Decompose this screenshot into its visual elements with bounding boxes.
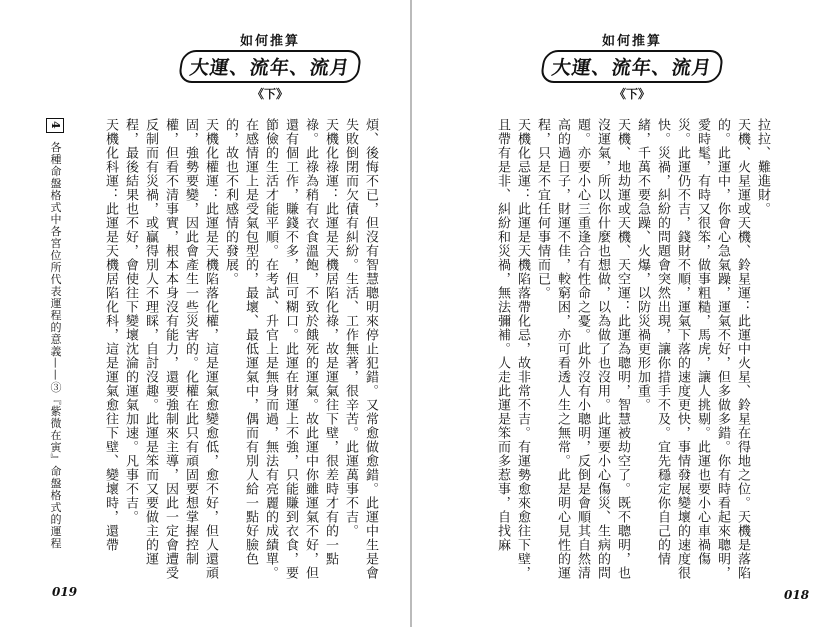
left-side-running-head	[46, 118, 64, 598]
right-header-volume: 《下》	[613, 87, 650, 101]
left-paragraph: 天機化權運：此運是天機陷落化權，這是運氣愈變愈低，愈不好，但人還頑固，強勢要變，因此會產生一些災害的。化權在此只有頑固要想掌握控制權，但看不清事實，根本本身沒有能力，還要強制來主導，因此一定會遭受反制而有災禍，或贏得別人不理睬，自討沒趣。此運是笨而又要做主的運程，最後結果也不好，會使往下變壞沈淪的運氣加速。凡事不吉。	[123, 118, 218, 580]
right-body-text	[442, 118, 772, 588]
left-header-volume: 《下》	[251, 87, 288, 101]
left-header-title: 大運、流年、流月	[178, 50, 363, 83]
left-header-subtitle: 如何推算	[239, 34, 300, 49]
chapter-number-box: 4	[46, 118, 64, 133]
right-paragraph: 天機、火星運或天機、鈴星運：此運中火星、鈴星在得地之位。天機是落陷的。此運中，你會心急氣躁，運氣不好，但多做多錯。你有時看起來聰明，愛時髦，有時又很笨，做事粗糙，馬虎，讓人挑剔。此運也要小心車禍傷災。此運仍不吉，錢財不順，運氣下落的速度更快，事情發展變壞的速度很快。災禍，糾紛的問題會突然出現，讓你措手不及。宜先穩定你自己的情緒，千萬不要急躁、火爆，以防災禍更形加重。	[635, 118, 750, 580]
right-page-number: 018	[784, 588, 810, 602]
right-header	[532, 30, 732, 102]
right-header-subtitle: 如何推算	[601, 34, 662, 49]
right-paragraph: 拉拉、難進財。	[755, 118, 770, 216]
right-paragraph: 天機化忌運：此運是天機陷落帶化忌，故非常不吉。有運勢愈來愈往下壁，且帶有是非、糾紛和災禍，無法彌補。人走此運是笨而多惹事，自找麻	[495, 118, 530, 580]
right-header-title: 大運、流年、流月	[540, 50, 725, 83]
left-header	[170, 30, 370, 102]
left-page-number: 019	[52, 585, 78, 599]
left-paragraph: 天機化祿運：此運是天機居陷化祿，故是運氣往下壁，很差時才有的一點祿。此祿為稍有衣食溫飽，不致於餓死的運氣。故此運中你雖運氣不好，但還有個工作，賺錢不多，但可糊口。此運在財運上不強，只能賺到衣食，要節儉的生活才能平順。在考試、升官上是無身而過，無法有亮麗的成績單。在感情運上是受氣包型的，最壞、最低運氣中，偶而有別人給一點好臉色的，故也不利感情的發展。	[223, 118, 338, 580]
left-page	[0, 0, 411, 627]
left-body-text	[70, 118, 380, 588]
left-paragraph: 天機化科運：此運是天機居陷化科，這是運氣愈往下壁、變壞時，還帶	[103, 118, 118, 552]
right-paragraph: 天機、地劫運或天機、天空運：此運為聰明，智慧被劫空了。既不聰明，也沒運氣，所以你什麼也想做，以為做了也沒用。此運要小心傷災、生病的問題。亦要小心三重逢合有性命之憂。此外沒有小聰明，反倒是會順其自然清高的過日子，財運不佳，較窮困，亦可看透人生之無常。此是明心見性的運程，只是不宜任何事情而已。	[535, 118, 630, 580]
running-head-text: 各種命盤格式中各宮位所代表運程的意義——③『紫微在寅』命盤格式的運程	[49, 141, 62, 550]
left-paragraph: 煩、後悔不已，但沒有智慧聰明來停止犯錯。又常愈做愈錯。此運中生是會失敗倒閉而欠債有糾紛。生活、工作無著，很辛苦。此運萬事不吉。	[343, 118, 378, 580]
right-page	[412, 0, 823, 627]
